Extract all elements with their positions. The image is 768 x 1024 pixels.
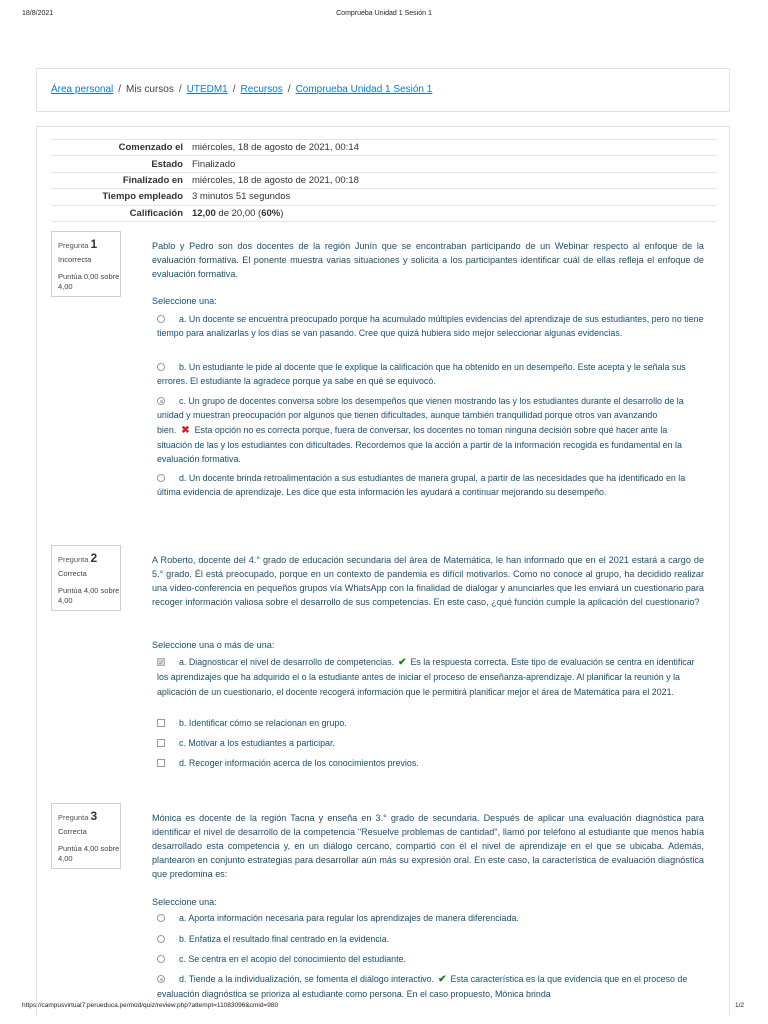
breadcrumb-area-personal[interactable]: Área personal	[51, 84, 114, 95]
checkbox-checked[interactable]	[157, 658, 165, 666]
checkbox[interactable]	[157, 719, 165, 727]
summary-label: Comenzado el	[118, 142, 183, 154]
question-text: A Roberto, docente del 4.° grado de educación secundaria del área de Matemática, le han informado que en el 2021 estará a cargo de 5.° grado. Él está preocupado, porque en un contexto de pandemia es difícil motivarlos. Como no conoce al grupo, ha decidido realizar una video-conferencia en pequeños grupos vía WhatsApp con la finalidad de dialogar y anunciarles que les enviará un cuestionario para recoger información valiosa sobre el desarrollo de sus competencias. En este caso, ¿qué función cumple la aplicación del cuestionario?	[152, 555, 704, 607]
question-mark: Puntúa 4,00 sobre 4,00	[58, 844, 120, 864]
quiz-review	[36, 126, 730, 1016]
breadcrumb	[36, 68, 730, 112]
radio-button[interactable]	[157, 955, 165, 963]
question-info	[51, 545, 121, 611]
question-text: Mónica es docente de la región Tacna y enseña en 3.° grado de secundaria. Después de aplicar una evaluación diagnóstica para identificar el nivel de desarrollo de la competencia "Resuelve problemas de cantidad", llamó por teléfono al estudiante que menos había desarrollado esta competencia y, en un diálogo cercano, compartió con él el nivel de aprendizaje en el que se ubicaba. Además, plantearon en conjunto estrategias para desarrollar aún más su expresión oral. En este caso, la característica de evaluación diagnóstica que predomina es:	[152, 813, 704, 879]
radio-button[interactable]	[157, 474, 165, 482]
incorrect-icon: ✖	[181, 424, 190, 436]
option-feedback: Esta característica es la que evidencia que en el proceso de evaluación diagnóstica se prioriza al estudiante como persona. En el caso propuesto, Mónica brinda	[157, 974, 688, 1000]
radio-button-selected[interactable]	[157, 397, 165, 405]
option-feedback: Es la respuesta correcta. Este tipo de evaluación se centra en identificar los aprendizajes que ha adquirido el o la estudiante antes de iniciar el proceso de enseñanza-aprendizaje. Al planificar la reunión y la aplicación de un cuestionario, el docente recogerá información que le permitirá planificar mejor el área de Matemática para el 2021.	[157, 657, 695, 697]
radio-button[interactable]	[157, 363, 165, 371]
grade-score: 12,00	[192, 207, 216, 219]
answer-option-d[interactable]: d. Recoger información acerca de los conocimientos previos.	[157, 756, 704, 770]
question-state: Correcta	[58, 827, 87, 837]
print-url: https://campusvirtual7.perueduca.pe/mod/quiz/review.php?attempt=11083096&cmid=980	[22, 1002, 279, 1009]
grade-percent: 60%	[261, 207, 281, 219]
question-prompt: Seleccione una:	[152, 296, 217, 306]
breadcrumb-separator: /	[178, 84, 182, 95]
question-prompt: Seleccione una o más de una:	[152, 640, 275, 650]
breadcrumb-separator: /	[287, 84, 291, 95]
grade-mid: de 20,00 (	[215, 207, 262, 219]
summary-label: Finalizado en	[122, 174, 183, 186]
grade-label: Calificación	[129, 207, 183, 219]
checkbox[interactable]	[157, 739, 165, 747]
summary-value: miércoles, 18 de agosto de 2021, 00:18	[192, 174, 359, 186]
answer-option-d[interactable]: d. Tiende a la individualización, se fomenta el diálogo interactivo. ✔ Esta característica es la que evidencia que en el proceso de evaluación diagnóstica se prioriza al estudiante como persona. En el caso propuesto, Mónica brinda	[157, 974, 688, 1000]
summary-row	[51, 156, 717, 172]
breadcrumb-mis-cursos: Mis cursos	[126, 84, 174, 95]
correct-icon: ✔	[438, 974, 447, 985]
breadcrumb-resources[interactable]: Recursos	[240, 84, 283, 95]
breadcrumb-course[interactable]: UTEDM1	[186, 84, 228, 95]
summary-row	[51, 140, 717, 156]
question-prompt: Seleccione una:	[152, 897, 217, 907]
question-info	[51, 803, 121, 869]
summary-row-grade	[51, 205, 717, 221]
summary-label: Tiempo empleado	[102, 191, 183, 203]
summary-row	[51, 189, 717, 205]
question-state: Incorrecta	[58, 255, 92, 265]
answer-option-b[interactable]: b. Un estudiante le pide al docente que le explique la calificación que ha obtenido en un desempeño. Este acepta y le señala sus errores. El estudiante la agradece porque ya sabe en qué se equivocó.	[157, 362, 686, 387]
grade-end: )	[280, 207, 284, 219]
answer-option-c[interactable]: c. Se centra en el acopio del conocimiento del estudiante.	[157, 952, 704, 966]
summary-value: miércoles, 18 de agosto de 2021, 00:14	[192, 142, 359, 154]
radio-button[interactable]	[157, 315, 165, 323]
question-info	[51, 231, 121, 297]
summary-row	[51, 172, 717, 188]
print-title: Comprueba Unidad 1 Sesión 1	[336, 10, 432, 17]
summary-value: 3 minutos 51 segundos	[192, 191, 291, 203]
checkbox[interactable]	[157, 759, 165, 767]
answer-option-a[interactable]: ✓ a. Diagnosticar el nivel de desarrollo de competencias. ✔ Es la respuesta correcta. Este tipo de evaluación se centra en identificar los aprendizajes que ha adquirido el o la estudiante antes de iniciar el proceso de enseñanza-aprendizaje. Al planificar la reunión y la aplicación de un cuestionario, el docente recogerá información que le permitirá planificar mejor el área de Matemática para el 2021.	[157, 655, 704, 699]
answer-option-b[interactable]: b. Enfatiza el resultado final centrado en la evidencia.	[157, 932, 704, 946]
question-mark: Puntúa 4,00 sobre 4,00	[58, 586, 120, 606]
print-page-number: 1/2	[734, 1002, 744, 1009]
question-mark: Puntúa 0,00 sobre 4,00	[58, 272, 120, 292]
summary-value: Finalizado	[192, 158, 236, 170]
question-text: Pablo y Pedro son dos docentes de la región Junín que se encontraban participando de un Webinar respecto al enfoque de la evaluación formativa. El ponente muestra varias situaciones y solicita a los participantes identificar cuál de ellas refleja el enfoque de evaluación formativa.	[152, 241, 704, 279]
answer-option-c[interactable]: c. Motivar a los estudiantes a participar.	[157, 736, 704, 750]
radio-button[interactable]	[157, 935, 165, 943]
question-number: Pregunta 3	[58, 809, 98, 823]
breadcrumb-separator: /	[232, 84, 236, 95]
answer-option-c[interactable]: c. Un grupo de docentes conversa sobre los desempeños que vienen mostrando las y los estudiantes durante el desarrollo de la unidad y muestran preocupación por algunos que tienen dificultades, aunque también tranquilidad porque otros van avanzando bien. ✖ Esta opción no es correcta porque, fuera de conversar, los docentes no toman ninguna decisión sobre qué hacer ante la situación de las y los estudiantes con dificultades. Recordemos que la acción a partir de la información recogida es fundamental en la evaluación formativa.	[157, 396, 684, 465]
breadcrumb-separator: /	[118, 84, 122, 95]
question-number: Pregunta 1	[58, 237, 98, 251]
answer-option-b[interactable]: b. Identificar cómo se relacionan en grupo.	[157, 716, 704, 730]
breadcrumb-quiz[interactable]: Comprueba Unidad 1 Sesión 1	[295, 84, 433, 95]
attempt-summary	[51, 139, 717, 222]
question-state: Correcta	[58, 569, 87, 579]
question-number: Pregunta 2	[58, 551, 98, 565]
correct-icon: ✔	[398, 657, 407, 668]
summary-label: Estado	[151, 158, 183, 170]
radio-button[interactable]	[157, 914, 165, 922]
grade-value	[187, 205, 717, 221]
answer-option-a[interactable]: a. Aporta información necesaria para regular los aprendizajes de manera diferenciada.	[157, 911, 704, 925]
answer-option-a[interactable]: a. Un docente se encuentra preocupado porque ha acumulado múltiples evidencias del aprendizaje de sus estudiantes, pero no tiene tiempo para analizarlas y los días se van pasando. Cree que quizá hubiera sido mejor seleccionar algunas evidencias.	[157, 314, 704, 339]
option-feedback: Esta opción no es correcta porque, fuera de conversar, los docentes no toman ninguna decisión sobre qué hacer ante la situación de las y los estudiantes con dificultades. Recordemos que la acción a partir de la información recogida es fundamental en la evaluación formativa.	[157, 424, 682, 465]
answer-option-d[interactable]: d. Un docente brinda retroalimentación a sus estudiantes de manera grupal, a partir de las necesidades que ha identificado en la última evidencia de aprendizaje. Les dice que esta información les ayudará a continuar mejorando su desempeño.	[157, 473, 686, 498]
radio-button-selected[interactable]	[157, 975, 165, 983]
print-date: 18/8/2021	[22, 10, 54, 17]
